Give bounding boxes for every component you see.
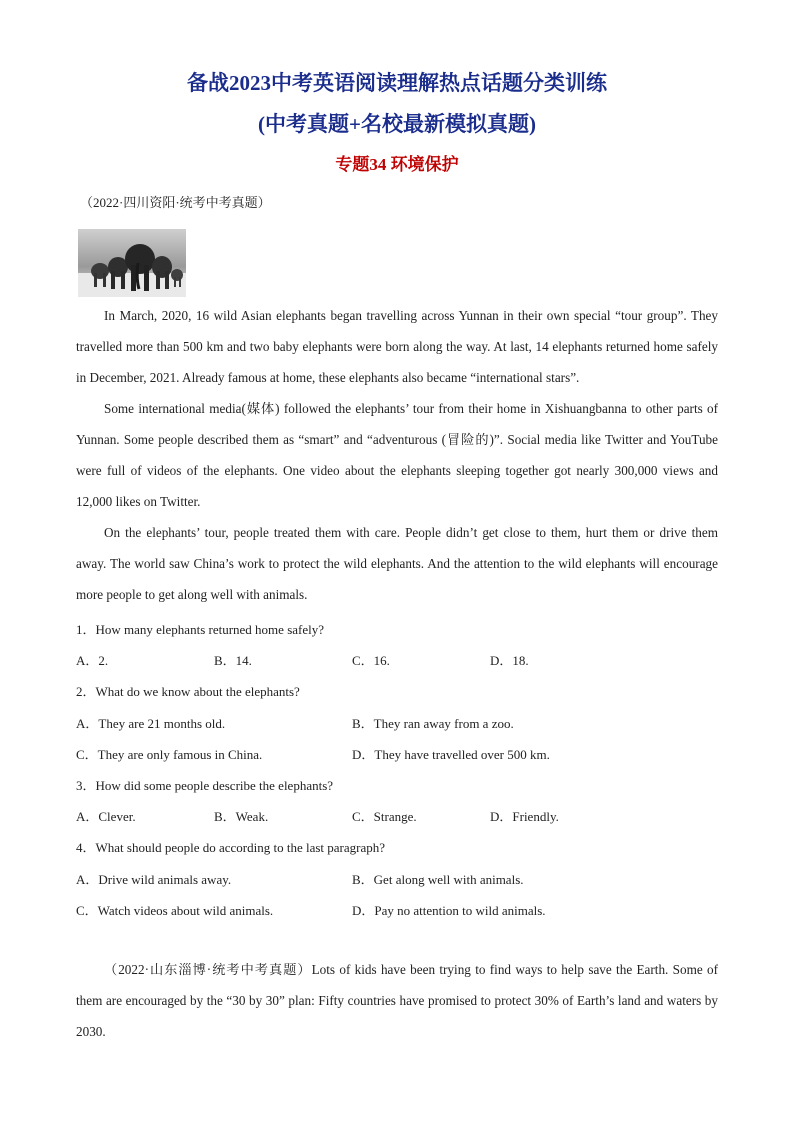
document-title: 备战2023中考英语阅读理解热点话题分类训练 xyxy=(187,71,607,95)
question-3-option-a[interactable]: A．Clever. xyxy=(76,809,136,824)
passage1-paragraph-3: On the elephants’ tour, people treated them with care. People didn’t get close to them, hurt them or drive them away. The world saw China’s work to protect the wild elephants. And the attention to the wild elephants will encourage more people to get along well with animals. xyxy=(76,525,718,602)
passage1-source: （2022·四川资阳·统考中考真题） xyxy=(80,195,271,210)
question-4-option-d[interactable]: D．Pay no attention to wild animals. xyxy=(352,903,546,918)
question-4-option-c[interactable]: C．Watch videos about wild animals. xyxy=(76,903,274,918)
question-2-option-d[interactable]: D．They have travelled over 500 km. xyxy=(352,747,550,762)
question-4: 4．What should people do according to the last paragraph? xyxy=(76,840,386,855)
question-3-option-b[interactable]: B．Weak. xyxy=(214,809,269,824)
question-1-option-b[interactable]: B．14. xyxy=(214,653,252,668)
question-4-option-a[interactable]: A．Drive wild animals away. xyxy=(76,872,232,887)
question-1-option-c[interactable]: C．16. xyxy=(352,653,390,668)
question-1-option-a[interactable]: A．2. xyxy=(76,653,109,668)
passage2-paragraph-1: （2022·山东淄博·统考中考真题）Lots of kids have been trying to find ways to help save the Earth. Some of them are encouraged by the “30 by 30” plan: Fifty countries have promised to protect 30% of Earth’s land and waters by 2030. xyxy=(76,962,718,1039)
question-2-option-c[interactable]: C．They are only famous in China. xyxy=(76,747,263,762)
passage1-paragraph-1: In March, 2020, 16 wild Asian elephants began travelling across Yunnan in their own special “tour group”. They travelled more than 500 km and two baby elephants were born along the way. At last, 14 elephants returned home safely in December, 2021. Already famous at home, these elephants also became “international stars”. xyxy=(76,308,718,385)
document-subtitle: (中考真题+名校最新模拟真题) xyxy=(258,112,536,136)
topic-heading: 专题34 环境保护 xyxy=(335,155,459,174)
elephants-photo xyxy=(78,229,186,297)
question-1: 1．How many elephants returned home safely? xyxy=(76,622,325,637)
question-2: 2．What do we know about the elephants? xyxy=(76,684,300,699)
question-2-option-b[interactable]: B．They ran away from a zoo. xyxy=(352,716,514,731)
passage1-paragraph-2: Some international media(媒体) followed the elephants’ tour from their home in Xishuangbanna to other parts of Yunnan. Some people described them as “smart” and “adventurous (冒险的)”. Social media like Twitter and YouTube were full of videos of the elephants. One video about the elephants sleeping together got nearly 300,000 views and 12,000 likes on Twitter. xyxy=(76,401,718,509)
question-2-option-a[interactable]: A．They are 21 months old. xyxy=(76,716,226,731)
question-3: 3．How did some people describe the elephants? xyxy=(76,778,334,793)
question-1-option-d[interactable]: D．18. xyxy=(490,653,529,668)
question-3-option-c[interactable]: C．Strange. xyxy=(352,809,417,824)
question-4-option-b[interactable]: B．Get along well with animals. xyxy=(352,872,524,887)
question-3-option-d[interactable]: D．Friendly. xyxy=(490,809,559,824)
